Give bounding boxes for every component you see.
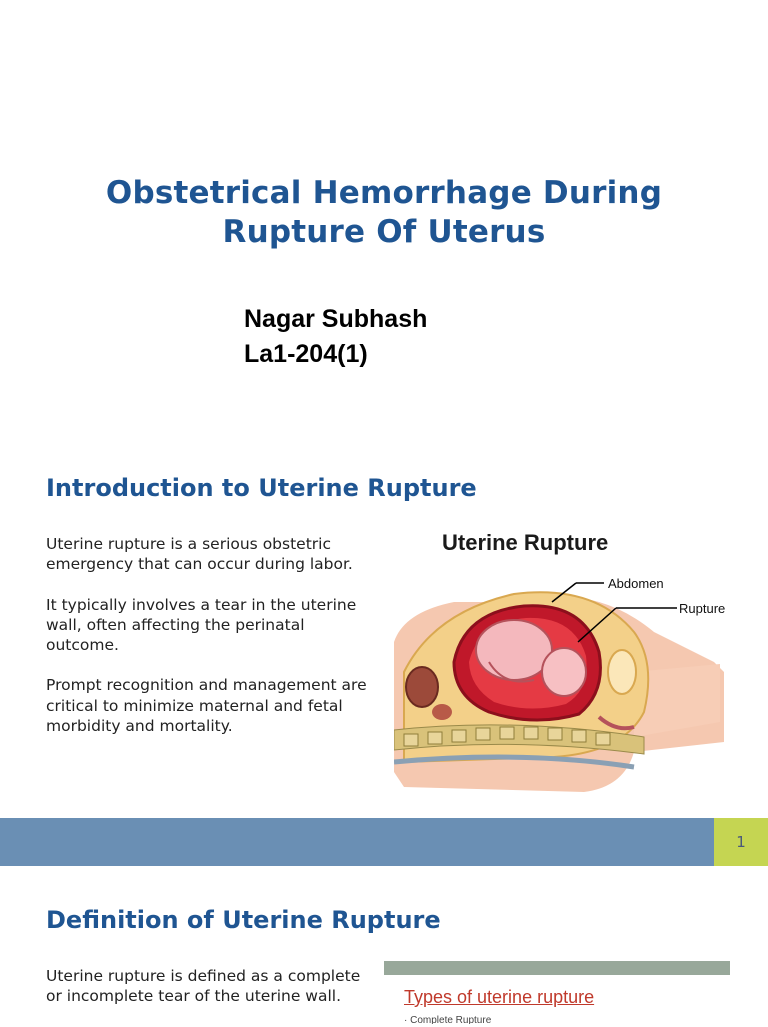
title-line-2: Rupture Of Uterus xyxy=(222,214,546,250)
section-heading-definition: Definition of Uterine Rupture xyxy=(46,906,441,934)
figure-title: Uterine Rupture xyxy=(442,530,609,555)
title-line-1: Obstetrical Hemorrhage During xyxy=(105,175,663,211)
author-id: La1-204(1) xyxy=(244,340,368,368)
uterine-rupture-illustration xyxy=(394,522,724,797)
figure-subtitle: · Complete Rupture xyxy=(404,1015,492,1024)
intro-paragraph: It typically involves a tear in the uterine wall, often affecting the perinatal outcome. xyxy=(46,595,357,655)
definition-paragraph: Uterine rupture is defined as a complete or incomplete tear of the uterine wall. xyxy=(46,967,361,1006)
anatomy-diagram xyxy=(394,522,724,797)
label-rupture: Rupture xyxy=(679,601,726,616)
intro-paragraph: Prompt recognition and management are critical to minimize maternal and fetal morbidity and mortality. xyxy=(46,676,367,736)
figure-title: Types of uterine rupture xyxy=(404,987,595,1007)
figure-header-band xyxy=(384,961,730,975)
intro-paragraph: Uterine rupture is a serious obstetric emergency that can occur during labor. xyxy=(46,535,353,574)
document-title xyxy=(0,174,768,252)
author-name: Nagar Subhash xyxy=(244,305,428,333)
types-of-rupture-figure xyxy=(384,961,730,1024)
section-heading-introduction: Introduction to Uterine Rupture xyxy=(46,474,477,502)
author-block xyxy=(244,302,427,372)
page-number: 1 xyxy=(714,818,768,866)
footer-bar xyxy=(0,818,714,866)
introduction-text xyxy=(46,534,376,756)
definition-text xyxy=(46,966,366,1027)
label-abdomen: Abdomen xyxy=(608,576,664,591)
